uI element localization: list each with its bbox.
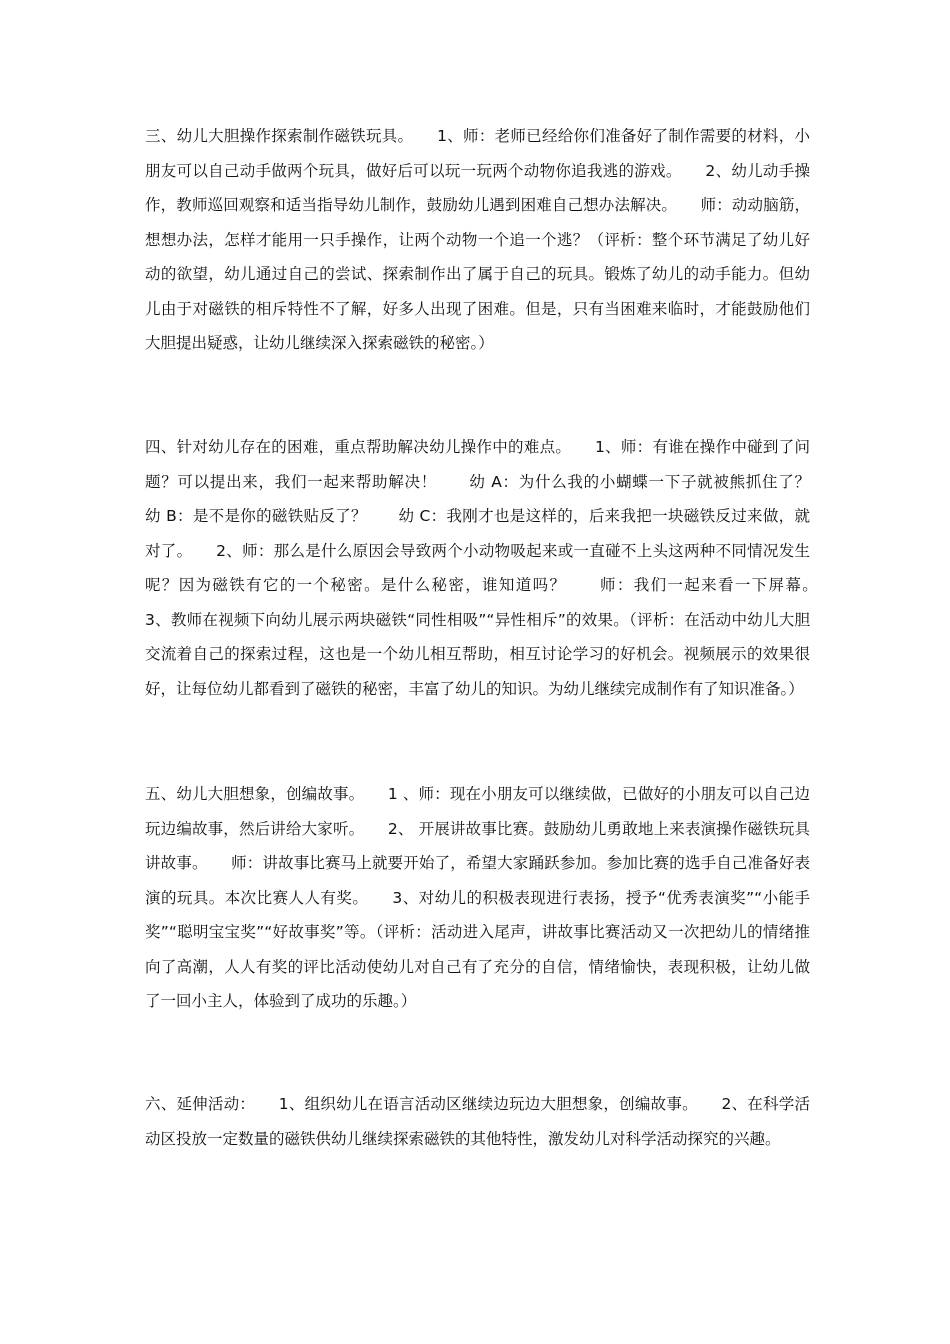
paragraph-section-3: 三、幼儿大胆操作探索制作磁铁玩具。 1、师：老师已经给你们准备好了制作需要的材料，小朋友可以自己动手做两个玩具，做好后可以玩一玩两个动物你追我逃的游戏。 2、幼儿动手操作，教师巡回观察和适当指导幼儿制作，鼓励幼儿遇到困难自己想办法解决。 师：动动脑筋，想想办法，怎样才能用一只手操作，让两个动物一个追一个逃？（评析：整个环节满足了幼儿好动的欲望，幼儿通过自己的尝试、探索制作出了属于自己的玩具。锻炼了幼儿的动手能力。但幼儿由于对磁铁的相斥特性不了解，好多人出现了困难。但是，只有当困难来临时，才能鼓励他们大胆提出疑惑，让幼儿继续深入探索磁铁的秘密。） — [145, 127, 810, 352]
paragraph-section-5: 五、幼儿大胆想象，创编故事。 1 、师：现在小朋友可以继续做，已做好的小朋友可以自己边玩边编故事，然后讲给大家听。 2、 开展讲故事比赛。鼓励幼儿勇敢地上来表演操作磁铁玩具讲故事。 师：讲故事比赛马上就要开始了，希望大家踊跃参加。参加比赛的选手自己准备好表演的玩具。本次比赛人人有奖。 3、对幼儿的积极表现进行表扬，授予“优秀表演奖”“小能手奖”“聪明宝宝奖”“好故事奖”等。（评析：活动进入尾声，讲故事比赛活动又一次把幼儿的情绪推向了高潮，人人有奖的评比活动使幼儿对自己有了充分的自信，情绪愉快，表现积极，让幼儿做了一回小主人，体验到了成功的乐趣。） — [145, 785, 810, 1010]
paragraph-section-6: 六、延伸活动： 1、组织幼儿在语言活动区继续边玩边大胆想象，创编故事。 2、在科学活动区投放一定数量的磁铁供幼儿继续探索磁铁的其他特性，激发幼儿对科学活动探究的兴趣。 — [145, 1095, 810, 1148]
paragraph-section-4: 四、针对幼儿存在的困难，重点帮助解决幼儿操作中的难点。 1、师：有谁在操作中碰到了问题？可以提出来，我们一起来帮助解决！ 幼 A：为什么我的小蝴蝶一下子就被熊抓住了？ 幼 B：是不是你的磁铁贴反了？ 幼 C：我刚才也是这样的，后来我把一块磁铁反过来做，就对了。 2、师：那么是什么原因会导致两个小动物吸起来或一直碰不上头这两种不同情况发生呢？因为磁铁有它的一个秘密。是什么秘密，谁知道吗？ 师：我们一起来看一下屏幕。 3、教师在视频下向幼儿展示两块磁铁“同性相吸”“异性相斥”的效果。（评析：在活动中幼儿大胆交流着自己的探索过程，这也是一个幼儿相互帮助，相互讨论学习的好机会。视频展示的效果很好，让每位幼儿都看到了磁铁的秘密，丰富了幼儿的知识。为幼儿继续完成制作有了知识准备。） — [145, 438, 842, 698]
